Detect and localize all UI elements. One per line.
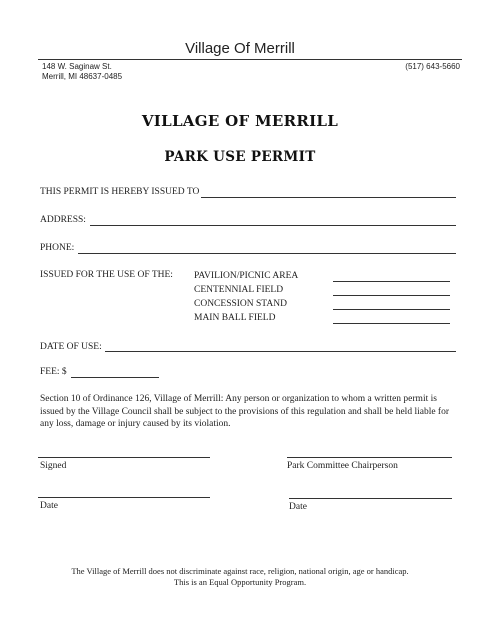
date-line-left[interactable]	[38, 497, 210, 498]
facility-pavilion-label: PAVILION/PICNIC AREA	[194, 271, 299, 281]
address-line-1: 148 W. Saginaw St.	[42, 62, 112, 71]
facility-ballfield-field[interactable]	[333, 323, 450, 324]
footer-notice	[0, 566, 480, 588]
chairperson-label: Park Committee Chairperson	[287, 461, 398, 471]
chairperson-line[interactable]	[287, 457, 452, 458]
ordinance-text: Section 10 of Ordinance 126, Village of Merrill: Any person or organization to whom a written permit is issued by the Village Council shall be subject to the provisions of this regulation and shall be held liable for any loss, damage or injury caused by its violation.	[40, 394, 449, 429]
date-label-left: Date	[40, 501, 58, 511]
facility-centennial-label: CENTENNIAL FIELD	[194, 285, 284, 295]
address-line-2: Merrill, MI 48637-0485	[42, 72, 123, 81]
facility-pavilion-field[interactable]	[333, 281, 450, 282]
fee-label: FEE: $	[40, 367, 67, 377]
phone-label: PHONE:	[40, 243, 75, 253]
issued-for-label: ISSUED FOR THE USE OF THE:	[40, 270, 173, 280]
issued-to-label: THIS PERMIT IS HEREBY ISSUED TO	[40, 187, 200, 197]
letterhead-title: Village Of Merrill	[185, 40, 295, 57]
letterhead-phone: (517) 643-5660	[405, 62, 460, 71]
facility-concession-field[interactable]	[333, 309, 450, 310]
letterhead-divider	[38, 59, 462, 60]
facility-ballfield-label: MAIN BALL FIELD	[194, 313, 276, 323]
letterhead-address	[42, 62, 122, 82]
date-line-right[interactable]	[289, 498, 452, 499]
address-label: ADDRESS:	[40, 215, 86, 225]
footer-line-2: This is an Equal Opportunity Program.	[173, 577, 307, 587]
signed-label: Signed	[40, 461, 67, 471]
facility-centennial-field[interactable]	[333, 295, 450, 296]
date-of-use-label: DATE OF USE:	[40, 342, 102, 352]
footer-line-1: The Village of Merrill does not discriminate against race, religion, national origin, age or handicap.	[71, 566, 409, 576]
date-of-use-field[interactable]	[105, 351, 456, 352]
issued-to-field[interactable]	[201, 197, 456, 198]
fee-field[interactable]	[71, 377, 159, 378]
form-subheading: PARK USE PERMIT	[164, 149, 316, 165]
date-label-right: Date	[289, 502, 307, 512]
form-heading: VILLAGE OF MERRILL	[141, 112, 339, 130]
address-field[interactable]	[90, 225, 456, 226]
signed-line[interactable]	[38, 457, 210, 458]
facility-concession-label: CONCESSION STAND	[194, 299, 287, 309]
phone-field[interactable]	[78, 253, 456, 254]
